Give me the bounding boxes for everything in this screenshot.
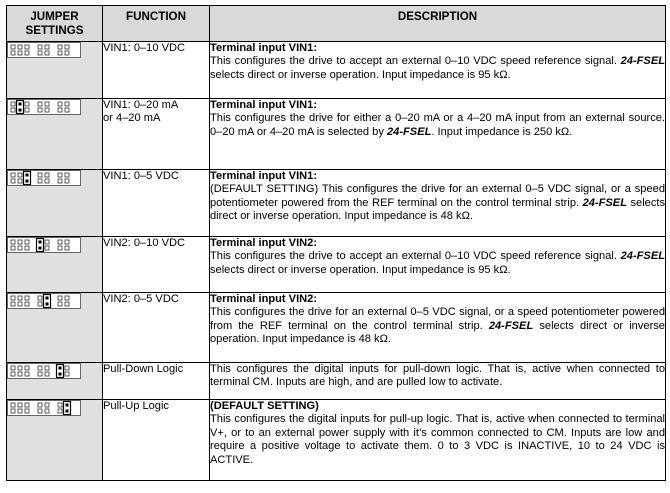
jumper-pin <box>45 179 49 183</box>
jumper-pin <box>65 102 69 106</box>
description-title: (DEFAULT SETTING) <box>210 400 319 412</box>
jumper-block-position-6-icon <box>7 363 81 379</box>
jumper-pin <box>65 296 69 300</box>
jumper-block-position-7-icon <box>7 400 81 416</box>
jumper-pin <box>25 296 29 300</box>
jumper-pin <box>58 173 62 177</box>
jumper-pin <box>65 179 69 183</box>
jumper-pin <box>18 409 22 413</box>
jumper-pin <box>65 45 69 49</box>
jumper-pin <box>38 302 42 306</box>
table-row <box>7 293 666 363</box>
jumper-pin <box>58 240 62 244</box>
jumper-pin <box>65 240 69 244</box>
jumper-pin <box>66 410 69 413</box>
table-row <box>7 363 666 400</box>
jumper-pin <box>58 302 62 306</box>
function-cell: Pull-Down Logic <box>103 363 210 400</box>
jumper-pin <box>39 247 42 250</box>
description-text: selects direct or inverse operation. Input impedance is 95 kΩ. <box>210 68 511 81</box>
jumper-pin <box>25 45 29 49</box>
jumper-pin <box>65 366 69 370</box>
jumper-pin <box>25 409 29 413</box>
parameter-name: 24-FSEL <box>387 125 432 138</box>
table-row <box>7 400 666 481</box>
jumper-pin <box>25 246 29 250</box>
jumper-pin <box>25 102 29 106</box>
jumper-pin <box>66 404 69 407</box>
function-cell: VIN2: 0–10 VDC <box>103 237 210 293</box>
jumper-pin <box>25 108 29 112</box>
jumper-pin <box>45 246 49 250</box>
jumper-pin <box>25 302 29 306</box>
description-title: Terminal input VIN1: <box>210 99 318 111</box>
function-cell: VIN2: 0–5 VDC <box>103 293 210 363</box>
jumper-pin <box>45 173 49 177</box>
description-text: selects direct or inverse operation. Input impedance is 48 kΩ. <box>210 319 665 346</box>
jumper-pin <box>11 102 15 106</box>
description-text: This configures the drive to accept an external 0–10 VDC speed reference signal. <box>210 250 621 263</box>
jumper-pin <box>45 409 49 413</box>
jumper-pin <box>38 372 42 376</box>
description-text: selects direct or inverse operation. Input impedance is 95 kΩ. <box>210 263 511 276</box>
jumper-pin <box>25 372 29 376</box>
jumper-pin <box>18 366 22 370</box>
jumper-cell <box>7 237 103 293</box>
jumper-cell <box>7 99 103 170</box>
jumper-block-position-4-icon <box>7 237 81 253</box>
jumper-pin <box>18 240 22 244</box>
table-row <box>7 170 666 237</box>
header-description: DESCRIPTION <box>210 6 666 42</box>
jumper-pin <box>25 240 29 244</box>
jumper-pin <box>18 296 22 300</box>
jumper-shunt <box>57 365 64 378</box>
jumper-pin <box>18 179 22 183</box>
jumper-pin <box>39 241 42 244</box>
jumper-pin <box>11 45 15 49</box>
jumper-pin <box>25 51 29 55</box>
description-cell <box>210 99 666 170</box>
jumper-pin <box>58 179 62 183</box>
jumper-pin <box>65 246 69 250</box>
function-cell: VIN1: 0–10 VDC <box>103 42 210 99</box>
jumper-pin <box>18 51 22 55</box>
jumper-pin <box>18 45 22 49</box>
jumper-pin <box>45 403 49 407</box>
function-cell <box>103 99 210 170</box>
jumper-shunt <box>37 239 44 252</box>
description-cell <box>210 42 666 99</box>
description-text: . Input impedance is 250 kΩ. <box>431 125 573 138</box>
jumper-pin <box>11 108 15 112</box>
jumper-pin <box>26 180 29 183</box>
header-function: FUNCTION <box>103 6 210 42</box>
jumper-pin <box>25 366 29 370</box>
jumper-pin <box>11 246 15 250</box>
jumper-pin <box>38 51 42 55</box>
description-cell <box>210 170 666 237</box>
description-text: This configures the digital inputs for pull-up logic. That is, active when connected to terminal V+, or to an external power supply with it’s common connected to CM. Inputs are low and require a positive voltage to activate them. 0 to 3 VDC is INACTIVE, 10 to 24 VDC is ACTIVE. <box>210 413 665 466</box>
jumper-pin <box>11 409 15 413</box>
function-cell: VIN1: 0–5 VDC <box>103 170 210 237</box>
jumper-pin <box>18 372 22 376</box>
jumper-pin <box>11 403 15 407</box>
jumper-block-none-icon <box>7 42 81 58</box>
description-cell <box>210 293 666 363</box>
jumper-pin <box>18 302 22 306</box>
jumper-pin <box>65 372 69 376</box>
jumper-pin <box>25 403 29 407</box>
jumper-pin <box>65 51 69 55</box>
jumper-pin <box>38 403 42 407</box>
jumper-pin <box>38 179 42 183</box>
jumper-shunt <box>44 295 51 308</box>
jumper-settings-table <box>6 5 666 481</box>
jumper-shunt <box>24 172 31 185</box>
jumper-pin <box>45 102 49 106</box>
jumper-pin <box>45 372 49 376</box>
description-cell <box>210 400 666 481</box>
jumper-pin <box>58 51 62 55</box>
jumper-pin <box>18 403 22 407</box>
jumper-block-position-3-icon <box>7 170 81 186</box>
jumper-pin <box>65 302 69 306</box>
jumper-cell <box>7 170 103 237</box>
table-row <box>7 99 666 170</box>
jumper-pin <box>45 108 49 112</box>
jumper-pin <box>58 246 62 250</box>
jumper-block-position-2-icon <box>7 99 81 115</box>
jumper-pin <box>58 409 62 413</box>
jumper-shunt <box>17 101 24 114</box>
jumper-pin <box>11 51 15 55</box>
description-title: Terminal input VIN1: <box>210 170 318 182</box>
parameter-name: 24-FSEL <box>620 55 665 68</box>
jumper-pin <box>58 403 62 407</box>
jumper-cell <box>7 293 103 363</box>
function-line: or 4–20 mA <box>103 112 161 125</box>
jumper-pin <box>38 173 42 177</box>
jumper-pin <box>18 246 22 250</box>
jumper-pin <box>38 102 42 106</box>
description-text: This configures the drive to accept an external 0–10 VDC speed reference signal. <box>210 55 621 68</box>
table-row <box>7 237 666 293</box>
description-text: This configures the drive for either a 0–20 mA or a 4–20 mA input from an external source. 0–20 mA or 4–20 mA is selected by <box>210 112 665 138</box>
header-jumper-line2: SETTINGS <box>25 24 84 37</box>
jumper-shunt <box>64 402 71 415</box>
description-text: (DEFAULT SETTING) This configures the drive for an external 0–5 VDC signal, or a speed potentiometer powered from the REF terminal on the control terminal strip. <box>210 183 665 209</box>
jumper-pin <box>45 366 49 370</box>
header-row <box>7 6 666 42</box>
jumper-pin <box>46 303 49 306</box>
parameter-name: 24-FSEL <box>582 196 627 209</box>
jumper-pin <box>26 174 29 177</box>
jumper-pin <box>11 366 15 370</box>
jumper-pin <box>11 296 15 300</box>
jumper-pin <box>46 297 49 300</box>
jumper-pin <box>11 179 15 183</box>
description-text: This configures the drive for an external 0–5 VDC signal, or a speed potentiometer powered from the REF terminal on the control terminal strip. <box>210 306 665 332</box>
jumper-pin <box>45 240 49 244</box>
description-cell <box>210 237 666 293</box>
jumper-pin <box>11 302 15 306</box>
jumper-pin <box>65 108 69 112</box>
jumper-pin <box>11 240 15 244</box>
jumper-pin <box>45 45 49 49</box>
jumper-pin <box>58 108 62 112</box>
description-cell: This configures the digital inputs for pull-down logic. That is, active when connected to terminal CM. Inputs are high, and are pulled low to activate. <box>210 363 666 400</box>
jumper-block-position-5-icon <box>7 293 81 309</box>
jumper-cell <box>7 400 103 481</box>
jumper-pin <box>59 373 62 376</box>
table-row <box>7 42 666 99</box>
jumper-pin <box>19 103 22 106</box>
jumper-pin <box>19 109 22 112</box>
header-jumper-line1: JUMPER <box>30 10 79 23</box>
jumper-pin <box>38 409 42 413</box>
jumper-pin <box>65 173 69 177</box>
jumper-cell <box>7 363 103 400</box>
description-title: Terminal input VIN2: <box>210 293 318 305</box>
jumper-pin <box>11 372 15 376</box>
jumper-pin <box>58 102 62 106</box>
jumper-pin <box>38 366 42 370</box>
jumper-pin <box>59 367 62 370</box>
description-text: selects direct or inverse operation. Input impedance is 48 kΩ. <box>210 196 666 223</box>
function-cell: Pull-Up Logic <box>103 400 210 481</box>
jumper-pin <box>58 296 62 300</box>
jumper-pin <box>38 108 42 112</box>
jumper-pin <box>11 173 15 177</box>
header-jumper-settings <box>7 6 103 42</box>
description-title: Terminal input VIN1: <box>210 42 318 54</box>
function-line: VIN1: 0–20 mA <box>103 99 179 111</box>
parameter-name: 24-FSEL <box>620 250 665 263</box>
jumper-pin <box>18 173 22 177</box>
jumper-pin <box>38 45 42 49</box>
parameter-name: 24-FSEL <box>488 319 534 332</box>
jumper-pin <box>38 296 42 300</box>
jumper-pin <box>45 51 49 55</box>
jumper-pin <box>58 45 62 49</box>
jumper-cell <box>7 42 103 99</box>
description-title: Terminal input VIN2: <box>210 237 318 249</box>
